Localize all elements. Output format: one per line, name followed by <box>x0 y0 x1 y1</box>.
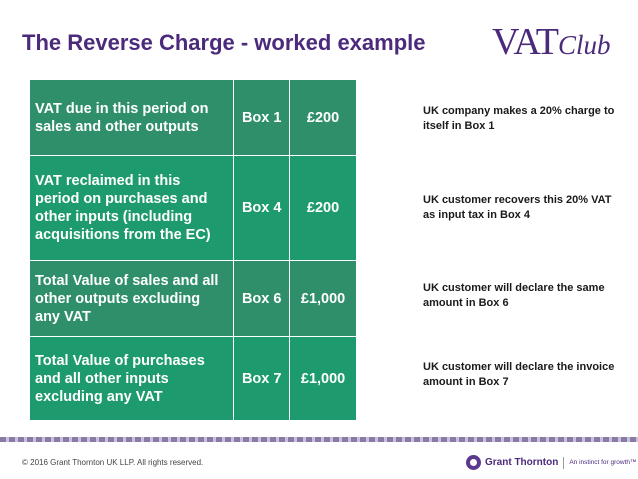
vat-return-table <box>29 79 357 421</box>
grant-thornton-mark-icon <box>466 455 481 470</box>
vat-club-logo <box>492 20 611 64</box>
row-amount: £1,000 <box>290 337 357 421</box>
note-box-1: UK company makes a 20% charge to itself in Box 1 <box>423 105 615 132</box>
row-description: Total Value of purchases and all other inputs excluding any VAT <box>30 337 234 421</box>
row-box: Box 1 <box>234 80 290 156</box>
note-box-4: UK customer recovers this 20% VAT as input tax in Box 4 <box>423 194 612 221</box>
footer-divider <box>0 437 638 442</box>
brand-separator <box>563 457 564 469</box>
row-box: Box 4 <box>234 156 290 261</box>
note-box-7: UK customer will declare the invoice amount in Box 7 <box>423 361 615 388</box>
table-row <box>30 337 357 421</box>
row-description: VAT reclaimed in this period on purchases and other inputs (including acquisitions from the EC) <box>30 156 234 261</box>
logo-main: VAT <box>492 21 558 63</box>
table-row <box>30 156 357 261</box>
row-amount: £1,000 <box>290 261 357 337</box>
row-box: Box 7 <box>234 337 290 421</box>
table-row <box>30 261 357 337</box>
row-box: Box 6 <box>234 261 290 337</box>
brand-name: Grant Thornton <box>485 457 559 468</box>
logo-sub: Club <box>558 30 611 60</box>
note-box-6: UK customer will declare the same amount in Box 6 <box>423 282 605 309</box>
brand-tagline: An instinct for growth™ <box>569 459 637 466</box>
grant-thornton-logo <box>466 455 637 470</box>
row-description: VAT due in this period on sales and other outputs <box>30 80 234 156</box>
row-description: Total Value of sales and all other outputs excluding any VAT <box>30 261 234 337</box>
row-amount: £200 <box>290 156 357 261</box>
page-title: The Reverse Charge - worked example <box>22 30 426 55</box>
row-amount: £200 <box>290 80 357 156</box>
copyright-text: © 2016 Grant Thornton UK LLP. All rights reserved. <box>22 458 204 467</box>
table-row <box>30 80 357 156</box>
